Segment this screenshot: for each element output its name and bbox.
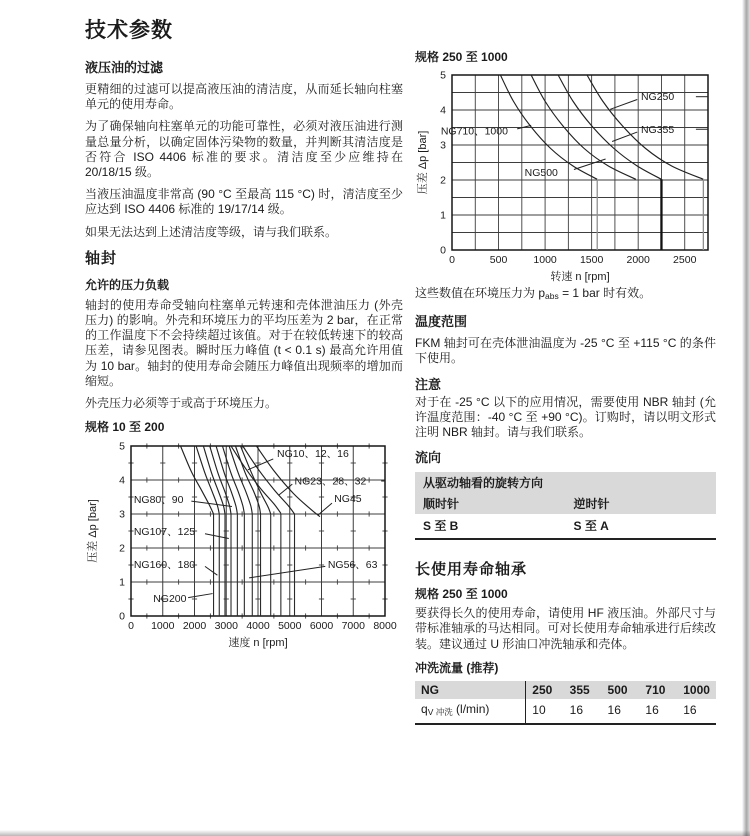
subheading-bearing-sizes: 规格 250 至 1000 <box>415 587 508 602</box>
flush-header-710: 710 <box>639 681 677 699</box>
svg-text:4: 4 <box>440 104 446 117</box>
flow-table-value-counterclockwise: S 至 A <box>573 519 609 534</box>
svg-text:1500: 1500 <box>579 254 604 266</box>
svg-text:NG80、90: NG80、90 <box>133 494 184 507</box>
svg-text:转速 n [rpm]: 转速 n [rpm] <box>550 271 610 283</box>
svg-text:500: 500 <box>489 254 508 266</box>
svg-text:2000: 2000 <box>626 254 650 266</box>
chart-sizes-250-1000 <box>415 67 716 286</box>
flush-header-ng: NG <box>415 681 526 699</box>
svg-text:2: 2 <box>440 174 446 187</box>
svg-text:8000: 8000 <box>373 620 397 633</box>
left-column <box>85 14 403 656</box>
svg-text:2500: 2500 <box>673 254 697 266</box>
flush-header-355: 355 <box>564 681 602 699</box>
svg-text:1000: 1000 <box>151 620 175 633</box>
svg-text:NG200: NG200 <box>153 593 187 606</box>
flush-row-label: $q_{V 冲洗}$ (l/min) <box>421 701 490 717</box>
svg-text:NG250: NG250 <box>640 91 675 104</box>
svg-text:7000: 7000 <box>341 620 365 633</box>
subheading-pressure-load: 允许的压力负载 <box>85 277 170 292</box>
heading-notice: 注意 <box>415 376 442 392</box>
heading-oil-filtration: 液压油的过滤 <box>85 60 164 75</box>
svg-text:NG45: NG45 <box>334 493 362 506</box>
paragraph-filtration-3: 当液压油温度非常高 (90 °C 至最高 115 °C) 时，清洁度至少应达到 ISO 4406 标准的 19/17/14 级。 <box>85 187 403 217</box>
page-edge-shadow-right <box>742 0 750 836</box>
paragraph-bearing: 要获得长久的使用寿命，请使用 HF 液压油。外部尺寸与带标准轴承的马达相同。可对长使用寿命轴承进行后续改装。建议通过 U 形油口冲洗轴承和壳体。 <box>415 606 716 651</box>
flush-header-1000: 1000 <box>677 681 716 699</box>
flow-table-col-counterclockwise: 逆时针 <box>566 493 717 514</box>
svg-text:3: 3 <box>119 508 125 521</box>
svg-text:NG23、28、32: NG23、28、32 <box>294 475 367 488</box>
svg-text:2: 2 <box>119 542 125 555</box>
svg-text:NG160、180: NG160、180 <box>133 559 196 572</box>
svg-text:1: 1 <box>119 576 125 589</box>
note-ambient-pressure: 这些数值在环境压力为 $p_{abs} = 1$ bar 时有效。 <box>415 286 652 301</box>
heading-temperature-range: 温度范围 <box>415 314 468 330</box>
heading-flush-flow: 冲洗流量 (推荐) <box>415 660 499 675</box>
flow-table-caption: 从驱动轴看的旋转方向 <box>415 472 716 493</box>
svg-text:NG56、63: NG56、63 <box>327 559 378 572</box>
flush-flow-table <box>415 681 716 725</box>
flush-value-500: 16 <box>607 702 621 717</box>
svg-text:压差 Δp [bar]: 压差 Δp [bar] <box>417 130 429 195</box>
svg-text:压差 Δp [bar]: 压差 Δp [bar] <box>87 499 99 564</box>
paragraph-seal-1: 轴封的使用寿命受轴向柱塞单元转速和壳体泄油压力 (外壳压力) 的影响。外壳和环境压力的平均压差为 2 bar，在正常的工作温度下不会持续超过该值。对于在较低转速下的较高压差，请参见图表。瞬时压力峰值 (t < 0.1 s) 最高允许用值为 10 bar。轴封的使用寿命会随压力峰值出现频率的增加而缩短。 <box>85 297 403 388</box>
svg-text:4000: 4000 <box>246 620 270 633</box>
svg-text:NG500: NG500 <box>524 166 558 179</box>
paragraph-notice: 对于在 -25 °C 以下的应用情况，需要使用 NBR 轴封 (允许温度范围：-40 °C 至 +90 °C)。订购时，请以明文形式注明 NBR 轴封。请与我们联系。 <box>415 394 716 440</box>
svg-text:3: 3 <box>440 139 446 152</box>
heading-shaft-seal: 轴封 <box>85 249 118 267</box>
chart-title-sizes-250-1000: 规格 250 至 1000 <box>415 50 508 64</box>
svg-text:NG10、12、16: NG10、12、16 <box>277 448 349 461</box>
flow-table-col-clockwise: 顺时针 <box>415 493 566 514</box>
svg-text:速度 n [rpm]: 速度 n [rpm] <box>228 637 288 650</box>
paragraph-temperature: FKM 轴封可在壳体泄油温度为 -25 °C 至 +115 °C 的条件下使用。 <box>415 336 716 366</box>
chart-title-sizes-10-200: 规格 10 至 200 <box>85 420 165 435</box>
flush-value-710: 16 <box>645 702 659 717</box>
paragraph-filtration-1: 更精细的过滤可以提高液压油的清洁度，从而延长轴向柱塞单元的使用寿命。 <box>85 82 403 112</box>
svg-text:5: 5 <box>440 69 446 82</box>
paragraph-filtration-2: 为了确保轴向柱塞单元的功能可靠性，必须对液压油进行测量总量分析，以确定固体污染物的数量，并判断其清洁度是否符合 ISO 4406 标准的要求。清洁度至少应维持在 20/18/15 级。 <box>85 119 403 180</box>
svg-text:0: 0 <box>440 244 446 257</box>
svg-text:4: 4 <box>119 474 125 487</box>
svg-text:5: 5 <box>119 440 125 453</box>
svg-text:NG355: NG355 <box>640 123 675 136</box>
svg-text:6000: 6000 <box>309 620 334 633</box>
svg-text:3000: 3000 <box>214 620 238 633</box>
svg-text:0: 0 <box>449 254 455 266</box>
svg-text:2000: 2000 <box>182 620 207 633</box>
svg-text:0: 0 <box>119 610 125 623</box>
chart-sizes-10-200 <box>85 437 403 656</box>
flow-direction-table <box>415 472 716 540</box>
paragraph-filtration-4: 如果无法达到上述清洁度等级，请与我们联系。 <box>85 224 338 239</box>
flush-value-1000: 16 <box>683 702 697 717</box>
svg-text:NG710、1000: NG710、1000 <box>440 125 508 138</box>
svg-text:5000: 5000 <box>278 620 302 633</box>
flush-header-250: 250 <box>526 681 564 699</box>
heading-flow-direction: 流向 <box>415 450 442 466</box>
flush-value-355: 16 <box>569 702 584 717</box>
heading-long-life-bearing: 长使用寿命轴承 <box>415 561 528 579</box>
svg-text:NG107、125: NG107、125 <box>133 526 196 539</box>
flow-table-value-clockwise: S 至 B <box>423 519 459 534</box>
svg-text:1000: 1000 <box>533 254 557 266</box>
page-edge-shadow-bottom <box>0 830 750 836</box>
svg-text:1: 1 <box>440 209 446 222</box>
right-column <box>415 48 716 725</box>
page-title: 技术参数 <box>85 19 173 42</box>
pabs-subscript: abs <box>545 291 559 301</box>
flush-value-250: 10 <box>526 699 564 724</box>
svg-text:0: 0 <box>128 620 134 633</box>
flush-header-500: 500 <box>602 681 640 699</box>
paragraph-seal-2: 外壳压力必须等于或高于环境压力。 <box>85 396 278 411</box>
